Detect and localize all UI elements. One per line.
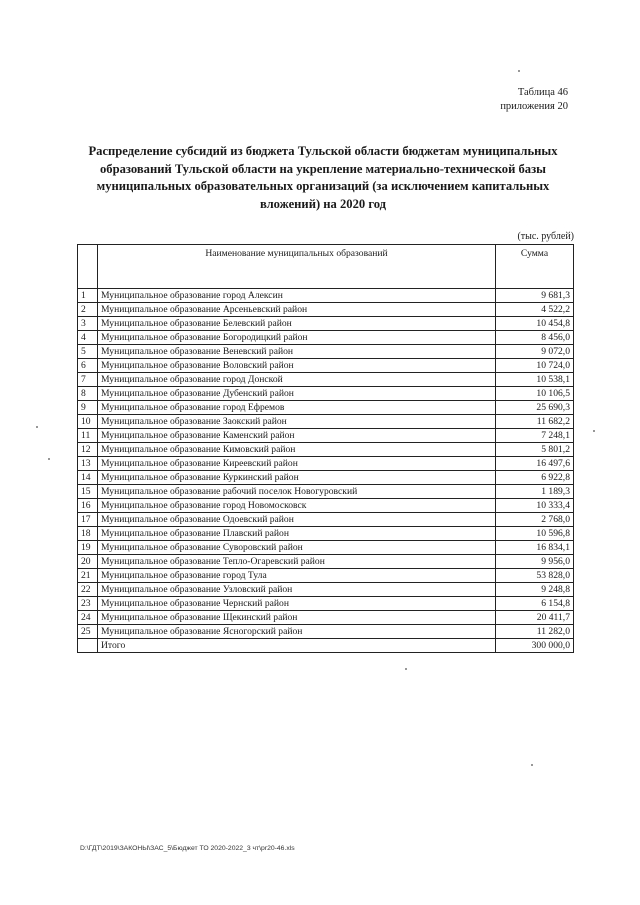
table-row <box>78 611 574 625</box>
subsidy-amount: 53 828,0 <box>496 569 574 583</box>
subsidy-amount: 6 154,8 <box>496 597 574 611</box>
row-number: 4 <box>78 331 98 345</box>
row-number: 9 <box>78 401 98 415</box>
row-number: 12 <box>78 443 98 457</box>
municipality-name: Муниципальное образование Арсеньевский район <box>98 303 496 317</box>
municipality-name: Муниципальное образование Белевский район <box>98 317 496 331</box>
total-label: Итого <box>98 639 496 653</box>
municipality-name: Муниципальное образование город Новомосковск <box>98 499 496 513</box>
subsidy-amount: 7 248,1 <box>496 429 574 443</box>
table-row <box>78 359 574 373</box>
subsidy-amount: 2 768,0 <box>496 513 574 527</box>
subsidy-amount: 9 248,8 <box>496 583 574 597</box>
row-number: 8 <box>78 387 98 401</box>
row-number: 14 <box>78 471 98 485</box>
document-title: Распределение субсидий из бюджета Тульской области бюджетам муниципальных образований Тульской области на укрепление материально-технической базы муниципальных образовательных организаций (за исключением капитальных вложений) на 2020 год <box>88 144 558 211</box>
table-reference <box>500 86 568 114</box>
unit-label: (тыс. рублей) <box>517 231 574 242</box>
scan-speck <box>518 70 520 72</box>
subsidy-amount: 20 411,7 <box>496 611 574 625</box>
header-number-cell <box>78 245 98 289</box>
subsidy-amount: 10 596,8 <box>496 527 574 541</box>
municipality-name: Муниципальное образование Чернский район <box>98 597 496 611</box>
table-row <box>78 415 574 429</box>
row-number: 25 <box>78 625 98 639</box>
subsidy-amount: 25 690,3 <box>496 401 574 415</box>
row-number: 13 <box>78 457 98 471</box>
subsidy-amount: 9 956,0 <box>496 555 574 569</box>
municipality-name: Муниципальное образование Одоевский район <box>98 513 496 527</box>
row-number: 16 <box>78 499 98 513</box>
scan-speck <box>36 426 38 428</box>
row-number: 3 <box>78 317 98 331</box>
table-row <box>78 443 574 457</box>
table-row <box>78 317 574 331</box>
subsidy-amount: 16 497,6 <box>496 457 574 471</box>
subsidy-table <box>77 244 574 653</box>
table-row <box>78 569 574 583</box>
table-row <box>78 401 574 415</box>
municipality-name: Муниципальное образование Щекинский район <box>98 611 496 625</box>
subsidy-amount: 11 282,0 <box>496 625 574 639</box>
subsidy-amount: 4 522,2 <box>496 303 574 317</box>
total-sum: 300 000,0 <box>496 639 574 653</box>
table-body <box>78 289 574 639</box>
table-row <box>78 625 574 639</box>
table-row <box>78 289 574 303</box>
municipality-name: Муниципальное образование Тепло-Огаревский район <box>98 555 496 569</box>
appendix-number: приложения 20 <box>500 101 568 112</box>
row-number: 23 <box>78 597 98 611</box>
row-number: 15 <box>78 485 98 499</box>
municipality-name: Муниципальное образование город Тула <box>98 569 496 583</box>
municipality-name: Муниципальное образование Плавский район <box>98 527 496 541</box>
subsidy-amount: 8 456,0 <box>496 331 574 345</box>
header-sum-cell: Сумма <box>496 245 574 289</box>
row-number: 11 <box>78 429 98 443</box>
municipality-name: Муниципальное образование город Алексин <box>98 289 496 303</box>
municipality-name: Муниципальное образование город Донской <box>98 373 496 387</box>
table-row <box>78 345 574 359</box>
table-row <box>78 303 574 317</box>
municipality-name: Муниципальное образование Заокский район <box>98 415 496 429</box>
municipality-name: Муниципальное образование рабочий поселок Новогуровский <box>98 485 496 499</box>
row-number: 7 <box>78 373 98 387</box>
subsidy-amount: 1 189,3 <box>496 485 574 499</box>
header-name-cell: Наименование муниципальных образований <box>98 245 496 289</box>
row-number: 20 <box>78 555 98 569</box>
table-row <box>78 387 574 401</box>
table-row <box>78 429 574 443</box>
municipality-name: Муниципальное образование Куркинский район <box>98 471 496 485</box>
subsidy-amount: 16 834,1 <box>496 541 574 555</box>
subsidy-amount: 10 724,0 <box>496 359 574 373</box>
table-number: Таблица 46 <box>517 87 568 98</box>
municipality-name: Муниципальное образование Киреевский район <box>98 457 496 471</box>
municipality-name: Муниципальное образование Веневский район <box>98 345 496 359</box>
table-row <box>78 541 574 555</box>
table-row <box>78 527 574 541</box>
table-row <box>78 597 574 611</box>
scan-speck <box>531 764 533 766</box>
row-number: 24 <box>78 611 98 625</box>
row-number: 5 <box>78 345 98 359</box>
scan-speck <box>48 458 50 460</box>
municipality-name: Муниципальное образование Дубенский район <box>98 387 496 401</box>
table-row <box>78 373 574 387</box>
total-number-cell <box>78 639 98 653</box>
municipality-name: Муниципальное образование город Ефремов <box>98 401 496 415</box>
municipality-name: Муниципальное образование Каменский район <box>98 429 496 443</box>
subsidy-amount: 10 454,8 <box>496 317 574 331</box>
table-row <box>78 485 574 499</box>
table-row <box>78 457 574 471</box>
subsidy-amount: 9 681,3 <box>496 289 574 303</box>
row-number: 6 <box>78 359 98 373</box>
municipality-name: Муниципальное образование Суворовский район <box>98 541 496 555</box>
subsidy-amount: 9 072,0 <box>496 345 574 359</box>
subsidy-amount: 10 106,5 <box>496 387 574 401</box>
row-number: 1 <box>78 289 98 303</box>
row-number: 10 <box>78 415 98 429</box>
municipality-name: Муниципальное образование Богородицкий район <box>98 331 496 345</box>
subsidy-amount: 10 333,4 <box>496 499 574 513</box>
subsidy-amount: 11 682,2 <box>496 415 574 429</box>
subsidy-amount: 6 922,8 <box>496 471 574 485</box>
scan-speck <box>593 430 595 432</box>
file-path: D:\ГДТ\2019\ЗАКОНЫ\ЗАС_5\Бюджет ТО 2020-2022_3 чт\pr20-46.xls <box>80 845 295 852</box>
table-row <box>78 471 574 485</box>
municipality-name: Муниципальное образование Узловский район <box>98 583 496 597</box>
municipality-name: Муниципальное образование Кимовский район <box>98 443 496 457</box>
table-row <box>78 513 574 527</box>
table-row <box>78 499 574 513</box>
row-number: 17 <box>78 513 98 527</box>
subsidy-amount: 5 801,2 <box>496 443 574 457</box>
municipality-name: Муниципальное образование Ясногорский район <box>98 625 496 639</box>
table-row <box>78 555 574 569</box>
scan-speck <box>405 668 407 670</box>
municipality-name: Муниципальное образование Воловский район <box>98 359 496 373</box>
total-row <box>78 639 574 653</box>
row-number: 18 <box>78 527 98 541</box>
row-number: 21 <box>78 569 98 583</box>
table-header-row <box>78 245 574 289</box>
table-row <box>78 331 574 345</box>
subsidy-amount: 10 538,1 <box>496 373 574 387</box>
table-row <box>78 583 574 597</box>
row-number: 22 <box>78 583 98 597</box>
row-number: 2 <box>78 303 98 317</box>
row-number: 19 <box>78 541 98 555</box>
